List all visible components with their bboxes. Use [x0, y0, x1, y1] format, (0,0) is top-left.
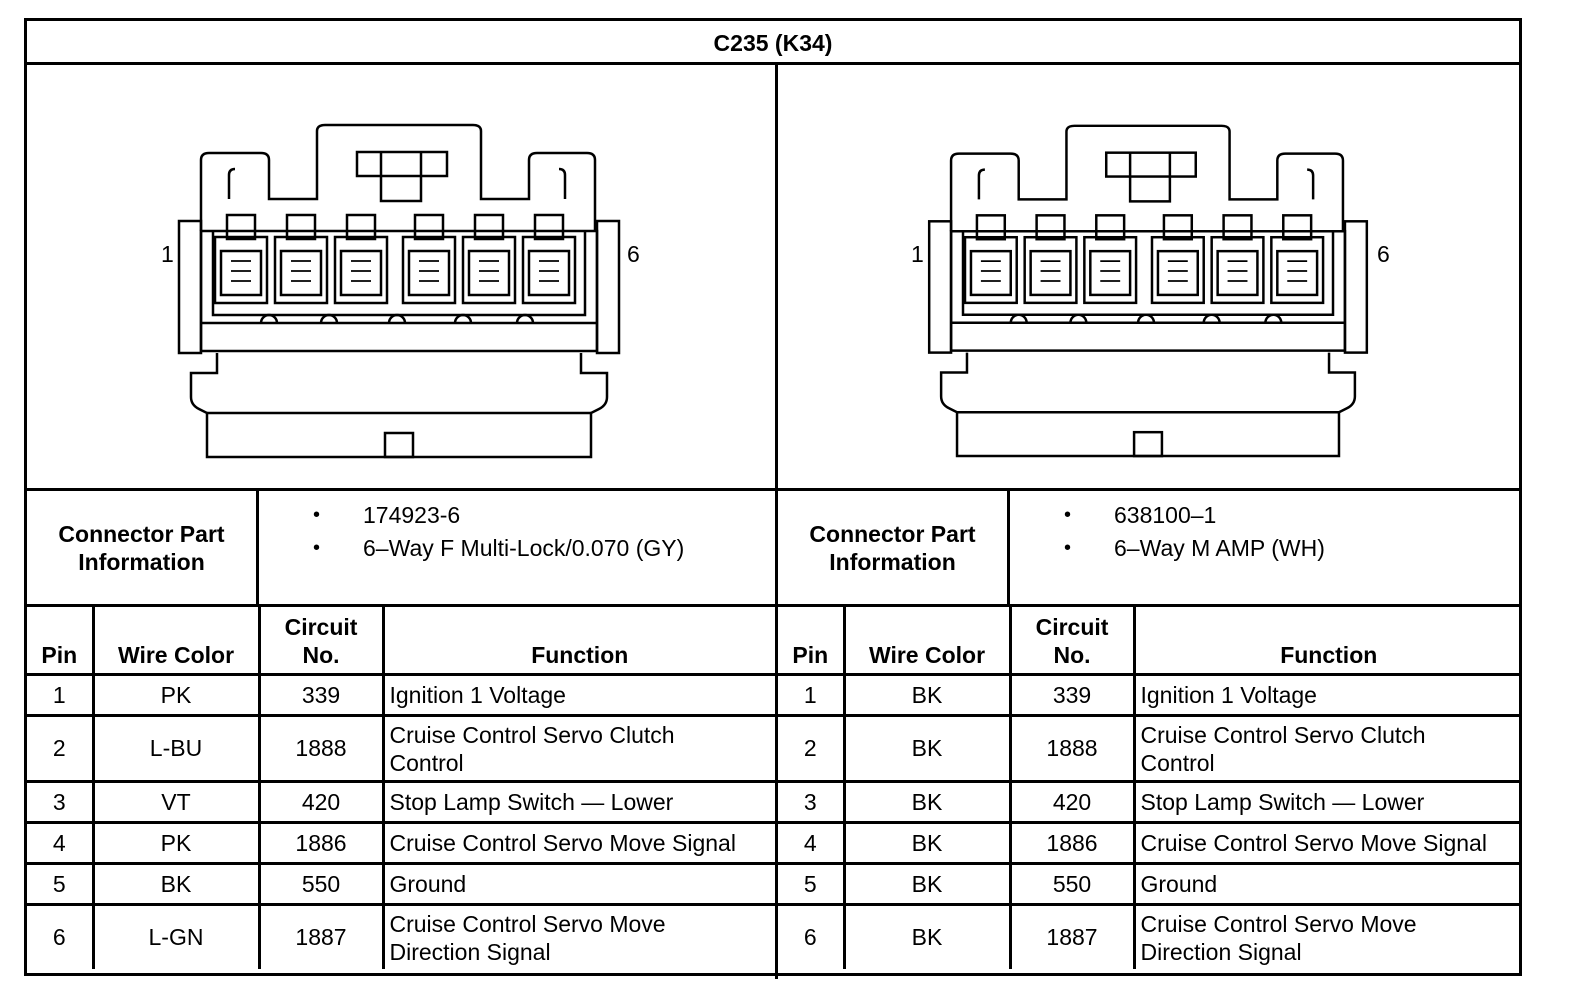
page-title: C235 (K34) [27, 21, 1519, 65]
list-item: • 6–Way M AMP (WH) [1064, 535, 1325, 561]
pin-table-right [778, 607, 1522, 969]
part-info-list [259, 499, 775, 565]
connector-face-icon [27, 65, 775, 491]
part-info-list [1010, 499, 1522, 565]
list-item: • 6–Way F Multi-Lock/0.070 (GY) [313, 535, 685, 561]
info-heading: Connector Part Information [778, 491, 1010, 604]
connector-part-info-right [778, 491, 1522, 607]
pin-6-label: 6 [1377, 241, 1390, 267]
table-row: 3 BK 420 Stop Lamp Switch — Lower [778, 782, 1522, 823]
table-row: 4 BK 1886 Cruise Control Servo Move Signal [778, 823, 1522, 864]
connector-drawing-left [27, 65, 775, 491]
column-header: Pin [778, 607, 844, 675]
table-row: 3 VT 420 Stop Lamp Switch — Lower [27, 782, 775, 823]
connector-part-info-left [27, 491, 775, 607]
column-header: Wire Color [844, 607, 1010, 675]
table-row: 4 PK 1886 Cruise Control Servo Move Signal [27, 823, 775, 864]
list-item: • 638100–1 [1064, 502, 1217, 528]
column-header: Function [383, 607, 775, 675]
column-header: Wire Color [93, 607, 259, 675]
connector-panel-left [27, 65, 775, 979]
connector-sheet [24, 18, 1522, 976]
info-heading: Connector Part Information [27, 491, 259, 604]
connector-drawing-right [778, 65, 1522, 491]
table-row: 6 L-GN 1887 Cruise Control Servo Move Direction Signal [27, 905, 775, 970]
connector-face-icon [778, 65, 1522, 491]
list-item: • 174923-6 [313, 502, 461, 528]
table-row: 6 BK 1887 Cruise Control Servo Move Direction Signal [778, 905, 1522, 970]
column-header: Circuit No. [259, 607, 383, 675]
pin-table-left [27, 607, 775, 969]
column-header: Circuit No. [1010, 607, 1134, 675]
pin-1-label: 1 [911, 241, 924, 267]
table-row: 5 BK 550 Ground [27, 864, 775, 905]
table-row: 2 BK 1888 Cruise Control Servo Clutch Control [778, 716, 1522, 782]
table-row: 1 PK 339 Ignition 1 Voltage [27, 675, 775, 716]
connector-panel-right [775, 65, 1522, 979]
table-row: 2 L-BU 1888 Cruise Control Servo Clutch Control [27, 716, 775, 782]
table-row: 5 BK 550 Ground [778, 864, 1522, 905]
table-row: 1 BK 339 Ignition 1 Voltage [778, 675, 1522, 716]
column-header: Function [1134, 607, 1522, 675]
pin-6-label: 6 [627, 241, 640, 267]
pin-1-label: 1 [161, 241, 174, 267]
column-header: Pin [27, 607, 93, 675]
